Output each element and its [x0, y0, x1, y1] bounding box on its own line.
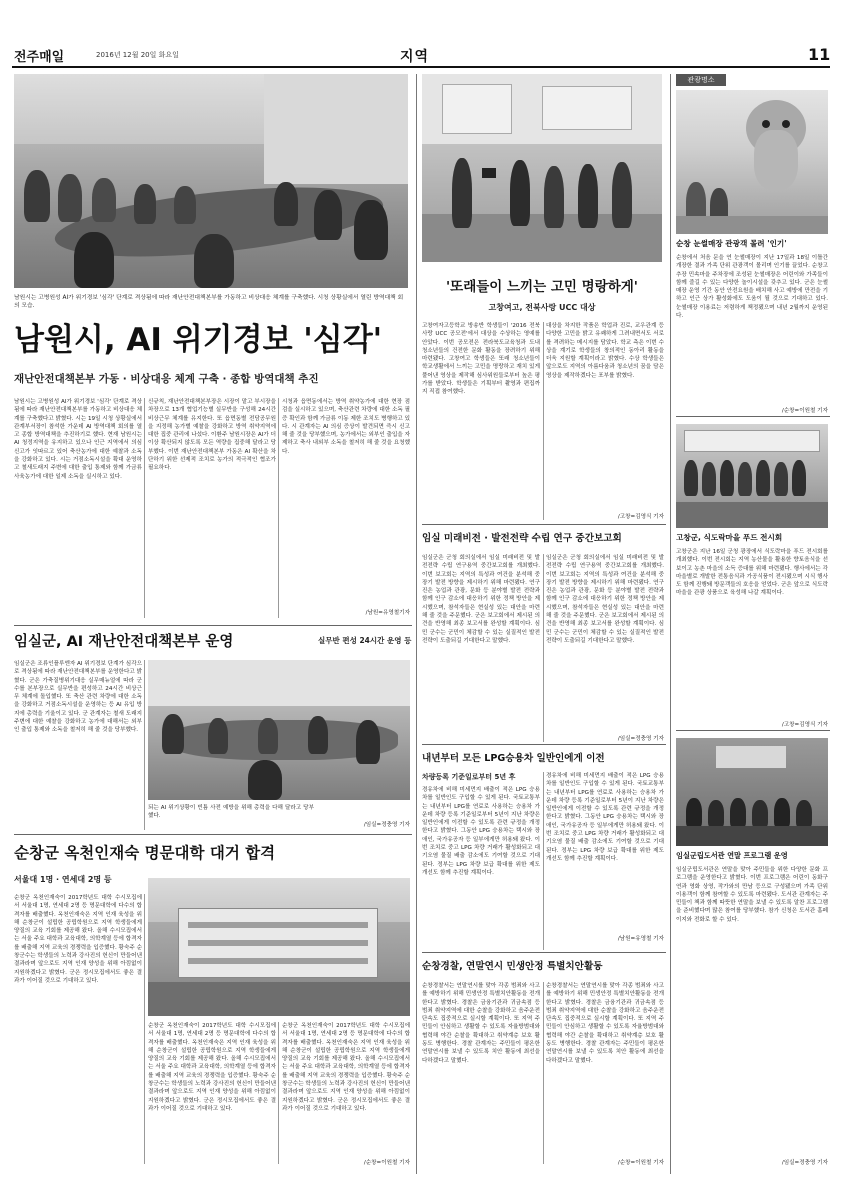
sunchang-police-byline: /순창=이원철 기자	[617, 1160, 664, 1166]
namwon-photo-caption: 남원시는 고병원성 AI가 위기경보 '심각' 단계로 격상됨에 따라 재난안전대책본부를 가동하고 비상대응 체계를 구축했다. 시청 상황실에서 열린 방역대책 회의 모습.	[14, 295, 404, 309]
food-exhibition-photo	[676, 424, 828, 528]
page-number: 11	[808, 45, 831, 64]
lpg-subheadline: 차량등록 기준일로부터 5년 후	[422, 773, 516, 781]
sunchang-snow-byline: /순창=이원철 기자	[781, 408, 828, 414]
imsil-ai-headline: 임실군, AI 재난안전대책본부 운영	[14, 634, 234, 650]
lpg-body-col-2: 경유차에 비해 미세먼지 배출이 적은 LPG 승용차를 일반인도 구입할 수 있게 된다. 국토교통부는 내년부터 LPG를 연료로 사용하는 승용차 가운데 차량 등록 기준일로부터 5년이 지난 차량은 일반인에게 이전할 수 있도록 관련 규정을 개정한다고 밝혔다. 그동안 LPG 승용차는 택시와 장애인, 국가유공자 등 일부에게만 허용돼 왔다. 이번 조치로 중고 LPG 차량 거래가 활성화되고 대기오염 물질 배출 감소에도 기여할 것으로 기대된다. 정부는 LPG 차량 보급 확대를 위한 제도 개선도 함께 추진할 계획이다.	[546, 773, 664, 862]
snow-sled-photo	[676, 90, 828, 234]
lpg-byline: /남원=유영철 기자	[617, 936, 664, 942]
sunchang-school-photo	[148, 878, 410, 1016]
sunchang-school-headline: 순창군 옥천인재숙 명문대학 대거 합격	[14, 844, 276, 862]
header-rule	[12, 66, 830, 68]
ucc-headline: '또래들이 느끼는 고민 명랑하게'	[446, 279, 638, 295]
ucc-byline: /고창=김영식 기자	[617, 514, 664, 520]
lpg-body-col-1: 경유차에 비해 미세먼지 배출이 적은 LPG 승용차를 일반인도 구입할 수 있게 된다. 국토교통부는 내년부터 LPG를 연료로 사용하는 승용차 가운데 차량 등록 기준일로부터 5년이 지난 차량은 일반인에게 이전할 수 있도록 관련 규정을 개정한다고 밝혔다. 그동안 LPG 승용차는 택시와 장애인, 국가유공자 등 일부에게만 허용돼 왔다. 이번 조치로 중고 LPG 차량 거래가 활성화되고 대기오염 물질 배출 감소에도 기여할 것으로 기대된다. 정부는 LPG 차량 보급 확대를 위한 제도 개선도 함께 추진할 계획이다.	[422, 787, 540, 876]
ucc-subheadline: 고창여고, 전북사랑 UCC 대상	[488, 303, 596, 312]
imsil-library-headline: 임실군립도서관 연말 프로그램 운영	[676, 851, 788, 860]
imsil-future-headline: 임실 미래비전 · 발전전략 수립 연구 중간보고회	[422, 533, 622, 544]
library-program-photo	[676, 738, 828, 846]
sunchang-snow-body: 순창에서 처음 문을 연 눈썰매장이 지난 17일과 18일 이틀간 개장한 결과 가족 단위 관광객이 몰리며 인기를 끌었다. 순창고추장 민속마을 주차장에 조성된 눈썰매장은 어린이와 가족들이 함께 즐길 수 있는 다양한 놀이시설을 갖추고 있다. 군은 눈썰매장 운영 기간 동안 안전요원을 배치해 사고 예방에 만전을 기하고 인근 상가 활성화에도 도움이 될 것으로 기대하고 있다. 눈썰매장 이용료는 저렴하게 책정됐으며 내년 2월까지 운영된다.	[676, 255, 828, 320]
ucc-body-col-2: 대상을 차지한 작품은 학업과 진로, 교우관계 등 다양한 고민을 밝고 유쾌하게 그려내면서도 서로를 격려하는 메시지를 담았다. 학교 측은 이번 수상을 계기로 학생들의 창의적인 동아리 활동을 더욱 지원할 계획이라고 밝혔다. 수상 학생들은 앞으로도 지역의 아름다움과 청소년의 꿈을 담은 영상을 제작하겠다는 포부를 밝혔다.	[546, 323, 664, 379]
sunchang-police-body-col-1: 순창경찰서는 연말연시를 맞아 각종 범죄와 사고를 예방하기 위해 민생안정 특별치안활동을 전개한다고 밝혔다. 경찰은 금융기관과 귀금속점 등 범죄 취약지역에 대한 순찰을 강화하고 음주운전 단속도 집중적으로 실시할 계획이다. 또 지역 주민들이 안심하고 생활할 수 있도록 자율방범대와 협력해 야간 순찰을 확대하고 취약계층 보호 활동도 병행한다. 경찰 관계자는 주민들이 평온한 연말연시를 보낼 수 있도록 치안 활동에 최선을 다하겠다고 말했다.	[422, 983, 540, 1064]
header-date: 2016년 12월 20일 화요일	[96, 51, 179, 59]
imsil-library-byline: /임실=정충영 기자	[781, 1160, 828, 1166]
sunchang-police-headline: 순창경찰, 연말연시 민생안정 특별치안활동	[422, 961, 603, 972]
namwon-headline: 남원시, AI 위기경보 '심각'	[14, 322, 383, 358]
ad-label: 관광명소	[676, 74, 726, 86]
imsil-ai-byline: /임실=정충영 기자	[363, 822, 410, 828]
sunchang-school-body-col-2: 순창군 옥천인재숙이 2017학년도 대학 수시모집에서 서울대 1명, 연세대 2명 등 명문대학에 다수의 합격자를 배출했다. 옥천인재숙은 지역 인재 육성을 위해 순창군이 설립한 공립학원으로 지역 학생들에게 양질의 교육 기회를 제공해 왔다. 올해 수시모집에서는 서울 주요 대학과 교육대학, 의학계열 등에 합격자를 배출해 지역 교육의 경쟁력을 입증했다. 황숙주 순창군수는 학생들의 노력과 강사진의 헌신이 만들어낸 결과라며 앞으로도 지역 인재 양성을 위해 아낌없이 지원하겠다고 밝혔다. 군은 정시모집에서도 좋은 결과가 이어질 것으로 기대하고 있다.	[148, 1023, 276, 1112]
namwon-byline: /남원=유영철기자	[365, 610, 410, 616]
namwon-body-col-1: 남원시는 고병원성 AI가 위기경보 '심각' 단계로 격상됨에 따라 재난안전대책본부를 가동하고 비상대응 체계를 구축했다고 밝혔다. 시는 19일 시청 상황실에서 관계부서장이 참석한 가운데 AI 방역대책 회의를 열고 종합 방역대책을 추진하기로 했다. 현재 남원시는 AI 청정지역을 유지하고 있으나 인근 지역에서 의심신고가 잇따르고 있어 축산농가에 대한 예찰과 소독을 강화하고 있다. 시는 거점소독시설을 확대 운영하고 철새도래지 주변에 대한 출입 통제와 함께 가금류 사육농가에 대한 일제 소독을 실시하고 있다.	[14, 399, 142, 480]
namwon-body-col-3: 시청과 읍면동에서는 방역 취약농가에 대한 현장 점검을 실시하고 있으며, 축산관련 차량에 대한 소독 필증 확인과 함께 가금류 이동 제한 조치도 병행하고 있다. 시 관계자는 AI 의심 증상이 발견되면 즉시 신고해 줄 것을 당부했으며, 농가에서는 외부인 출입을 자제하고 축사 내외부 소독을 철저히 해 줄 것을 요청했다.	[282, 399, 410, 455]
imsil-ai-meeting-photo	[148, 660, 410, 800]
lpg-headline: 내년부터 모든 LPG승용차 일반인에게 이전	[422, 753, 605, 764]
masthead: 전주매일	[14, 50, 65, 65]
sunchang-school-body-col-1: 순창군 옥천인재숙이 2017학년도 대학 수시모집에서 서울대 1명, 연세대 2명 등 명문대학에 다수의 합격자를 배출했다. 옥천인재숙은 지역 인재 육성을 위해 순창군이 설립한 공립학원으로 지역 학생들에게 양질의 교육 기회를 제공해 왔다. 올해 수시모집에서는 서울 주요 대학과 교육대학, 의학계열 등에 합격자를 배출해 지역 교육의 경쟁력을 입증했다. 황숙주 순창군수는 학생들의 노력과 강사진의 헌신이 만들어낸 결과라며 앞으로도 지역 인재 양성을 위해 아낌없이 지원하겠다고 밝혔다. 군은 정시모집에서도 좋은 결과가 이어질 것으로 기대하고 있다.	[14, 895, 142, 984]
imsil-ai-body-end: 되는 AI 위기상황이 빈틈 사전 예방을 위해 총력을 다해 달라고 당부했다.	[148, 805, 314, 820]
gochang-food-headline: 고창군, 식도락마을 푸드 전시회	[676, 533, 783, 542]
imsil-future-body-col-2: 임실군은 군청 회의실에서 임실 미래비전 및 발전전략 수립 연구용역 중간보고회를 개최했다. 이번 보고회는 지역의 특성과 여건을 분석해 중장기 발전 방향을 제시하기 위해 마련됐다. 연구진은 농업과 관광, 문화 등 분야별 발전 전략과 함께 인구 감소에 대응하기 위한 정책 방안을 제시했으며, 참석자들은 현실성 있는 대안을 마련해 줄 것을 주문했다. 군은 보고회에서 제시된 의견을 반영해 최종 보고서를 완성할 계획이다. 심민 군수는 군민이 체감할 수 있는 실질적인 발전 전략이 도출되길 기대한다고 말했다.	[546, 555, 664, 644]
namwon-meeting-photo	[14, 74, 408, 288]
section-title: 지역	[400, 49, 430, 65]
sunchang-school-subheadline: 서울대 1명 · 연세대 2명 등	[14, 875, 112, 884]
gochang-food-body: 고창군은 지난 16일 군청 광장에서 식도락마을 푸드 전시회를 개최했다. 이번 전시회는 지역 농산물을 활용한 향토음식을 선보이고 농촌 마을의 소득 증대를 위해 마련됐다. 행사에서는 각 마을별로 개발한 전통음식과 가공식품이 전시됐으며 시식 행사도 함께 진행돼 방문객들의 호응을 얻었다. 군은 앞으로 식도락마을을 관광 상품으로 육성해 나갈 계획이다.	[676, 549, 828, 597]
sunchang-school-byline: /순창=이원철 기자	[363, 1160, 410, 1166]
ucc-body-col-1: 고창여자고등학교 방송반 학생들이 '2016 전북사랑 UCC 공모전'에서 대상을 수상하는 영예를 안았다. 이번 공모전은 전라북도교육청과 도내 청소년들의 건전한 문화 활동을 장려하기 위해 마련됐다. 고창여고 학생들은 또래 청소년들이 학교생활에서 느끼는 고민을 명랑하고 재치 있게 풀어낸 영상을 제작해 심사위원들로부터 높은 평가를 받았다. 학생들은 기획부터 촬영과 편집까지 직접 참여했다.	[422, 323, 540, 396]
imsil-ai-body: 임실군은 조류인플루엔자 AI 위기경보 단계가 심각으로 격상됨에 따라 재난안전대책본부를 운영한다고 밝혔다. 군은 가축질병위기대응 실무매뉴얼에 따라 군수를 본부장으로 실무반을 편성하고 24시간 비상근무 체계에 돌입했다. 또 축산 관련 차량에 대한 소독을 강화하고 거점소독시설을 운영하는 등 AI 유입 방지에 총력을 기울이고 있다. 군 관계자는 철새 도래지 주변에 대한 예찰을 강화하고 농가에 대해서는 외부인 출입 통제와 소독을 철저히 해 줄 것을 당부했다.	[14, 661, 142, 734]
gochang-food-byline: /고창=김영식 기자	[781, 722, 828, 728]
namwon-body-col-2: 신규칙, 재난안전대책본부장은 시장이 맡고 부시장을 차장으로 13개 협업기능별 실무반을 구성해 24시간 비상근무 체계를 유지한다. 또 읍면동별 전담공무원을 지정해 농가별 예찰을 강화하고 방역 취약지역에 대한 집중 관리에 나섰다. 이환주 남원시장은 AI가 더 이상 확산되지 않도록 모든 역량을 집중해 달라고 당부했다. 이번 재난안전대책본부 가동은 AI 확산을 차단하기 위한 선제적 조치로 농가의 적극적인 협조가 필요하다.	[148, 399, 276, 472]
imsil-ai-subheadline: 실무반 편성 24시간 운영 등	[318, 636, 412, 645]
imsil-library-body: 임실군립도서관은 연말을 맞아 주민들을 위한 다양한 문화 프로그램을 운영한다고 밝혔다. 이번 프로그램은 어린이 동화구연과 영화 상영, 작가와의 만남 등으로 구성됐으며 가족 단위 이용객이 함께 참여할 수 있도록 마련됐다. 도서관 관계자는 주민들이 책과 함께 따뜻한 연말을 보낼 수 있도록 알찬 프로그램을 준비했다며 많은 참여를 당부했다. 참가 신청은 도서관 홈페이지와 전화로 할 수 있다.	[676, 867, 828, 923]
imsil-future-body-col-1: 임실군은 군청 회의실에서 임실 미래비전 및 발전전략 수립 연구용역 중간보고회를 개최했다. 이번 보고회는 지역의 특성과 여건을 분석해 중장기 발전 방향을 제시하기 위해 마련됐다. 연구진은 농업과 관광, 문화 등 분야별 발전 전략과 함께 인구 감소에 대응하기 위한 정책 방안을 제시했으며, 참석자들은 현실성 있는 대안을 마련해 줄 것을 주문했다. 군은 보고회에서 제시된 의견을 반영해 최종 보고서를 완성할 계획이다. 심민 군수는 군민이 체감할 수 있는 실질적인 발전 전략이 도출되길 기대한다고 말했다.	[422, 555, 540, 644]
sunchang-snow-headline: 순창 눈썰매장 관광객 몰려 '인기'	[676, 239, 787, 248]
sunchang-police-body-col-2: 순창경찰서는 연말연시를 맞아 각종 범죄와 사고를 예방하기 위해 민생안정 특별치안활동을 전개한다고 밝혔다. 경찰은 금융기관과 귀금속점 등 범죄 취약지역에 대한 순찰을 강화하고 음주운전 단속도 집중적으로 실시할 계획이다. 또 지역 주민들이 안심하고 생활할 수 있도록 자율방범대와 협력해 야간 순찰을 확대하고 취약계층 보호 활동도 병행한다. 경찰 관계자는 주민들이 평온한 연말연시를 보낼 수 있도록 치안 활동에 최선을 다하겠다고 말했다.	[546, 983, 664, 1064]
imsil-future-byline: /임실=정충영 기자	[617, 736, 664, 742]
ucc-filming-photo	[422, 74, 662, 262]
namwon-subheadline: 재난안전대책본부 가동 · 비상대응 체계 구축 · 종합 방역대책 추진	[14, 373, 319, 385]
sunchang-school-body-col-3: 순창군 옥천인재숙이 2017학년도 대학 수시모집에서 서울대 1명, 연세대 2명 등 명문대학에 다수의 합격자를 배출했다. 옥천인재숙은 지역 인재 육성을 위해 순창군이 설립한 공립학원으로 지역 학생들에게 양질의 교육 기회를 제공해 왔다. 올해 수시모집에서는 서울 주요 대학과 교육대학, 의학계열 등에 합격자를 배출해 지역 교육의 경쟁력을 입증했다. 황숙주 순창군수는 학생들의 노력과 강사진의 헌신이 만들어낸 결과라며 앞으로도 지역 인재 양성을 위해 아낌없이 지원하겠다고 밝혔다. 군은 정시모집에서도 좋은 결과가 이어질 것으로 기대하고 있다.	[282, 1023, 410, 1112]
